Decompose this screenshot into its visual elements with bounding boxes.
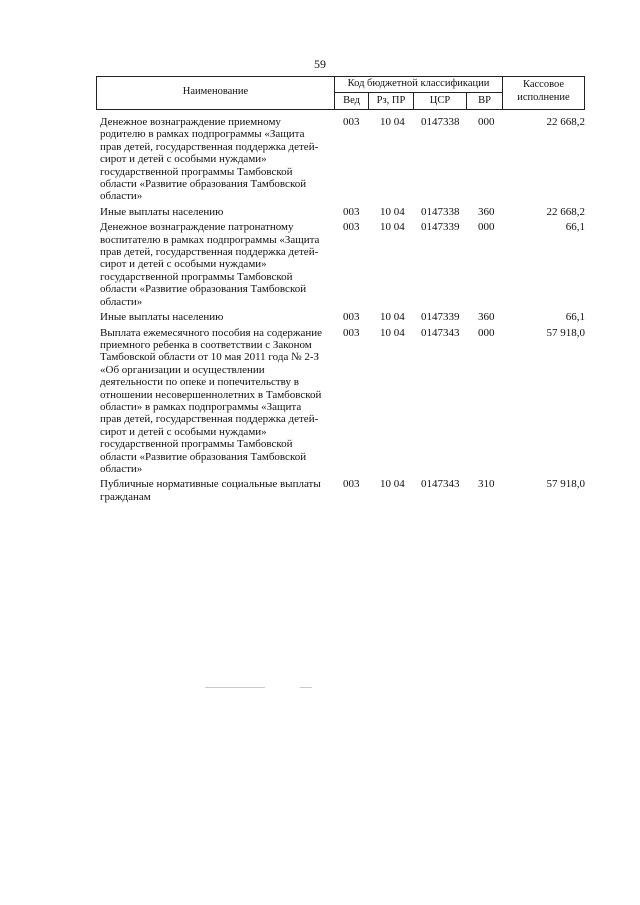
row-rz-pr: 10 04 [380,326,405,339]
row-csr: 0147338 [421,205,460,218]
table-row [100,116,585,203]
row-sum: 57 918,0 [546,478,585,491]
header-cash-line1: Кассовое [522,79,565,90]
row-name: Денежное вознаграждение приемному родителю в рамках подпрограммы «Защита прав детей, государственная поддержка детей-сирот и детей с особыми нуждами» государственной программы Тамбовской области «Развитие образования Тамбовской области» [100,116,319,203]
row-rz-pr: 10 04 [380,311,405,324]
table-body [100,116,585,506]
header-vr: ВР [478,95,491,106]
row-ved: 003 [343,116,360,128]
header-top-border [96,76,585,77]
row-rz-pr: 10 04 [380,221,405,234]
row-name: Денежное вознаграждение патронатному воспитателю в рамках подпрограммы «Защита прав детей, государственная поддержка детей-сирот и детей с особыми нуждами» государственной программы Тамбовской области «Развитие образования Тамбовской области» [100,221,320,308]
row-csr: 0147338 [421,116,460,128]
row-csr: 0147343 [421,478,460,491]
row-rz-pr: 10 04 [380,116,405,128]
table-row [100,221,585,308]
header-cash-line2: исполнение [517,92,570,103]
header-bottom-border [96,109,585,110]
scan-artifact [205,687,265,688]
header-budget-code: Код бюджетной классификации [347,78,490,89]
header-csr: ЦСР [429,95,451,106]
row-vr: 360 [478,311,495,324]
row-vr: 360 [478,205,495,218]
table-header [96,76,585,109]
row-sum: 66,1 [565,221,585,234]
row-vr: 310 [478,478,495,491]
header-ved: Вед [343,95,360,106]
row-name: Иные выплаты населению [100,205,224,218]
row-rz-pr: 10 04 [380,478,405,491]
header-name: Наименование [182,86,249,97]
row-name: Иные выплаты населению [100,311,224,324]
page-number: 59 [314,57,326,71]
header-right-border [584,76,585,110]
row-rz-pr: 10 04 [380,205,405,218]
row-ved: 003 [343,221,360,234]
header-rz-pr: Рз, ПР [376,95,406,106]
row-vr: 000 [478,116,495,128]
row-csr: 0147339 [421,221,460,234]
row-ved: 003 [343,311,360,324]
row-ved: 003 [343,478,360,491]
table-row [100,206,585,218]
row-csr: 0147339 [421,311,460,324]
row-sum: 22 668,2 [546,116,585,128]
table-row [100,327,585,476]
row-csr: 0147343 [421,326,460,339]
table-row [100,478,585,503]
row-name: Публичные нормативные социальные выплаты гражданам [100,478,321,503]
scan-artifact [300,687,312,688]
row-ved: 003 [343,205,360,218]
row-sum: 22 668,2 [546,205,585,218]
row-name: Выплата ежемесячного пособия на содержание приемного ребенка в соответствии с Законом Тамбовской области от 10 мая 2011 года № 2-З «Об организации и осуществлении деятельности по опеке и попечительству в отношении несовершеннолетних в Тамбовской области» в рамках подпрограммы «Защита прав детей, государственная поддержка детей-сирот и детей с особыми нуждами» государственной программы Тамбовской области «Развитие образования Тамбовской области» [100,326,322,475]
row-vr: 000 [478,221,495,234]
table-row [100,311,585,323]
row-ved: 003 [343,326,360,339]
row-sum: 66,1 [565,311,585,324]
row-vr: 000 [478,326,495,339]
row-sum: 57 918,0 [546,326,585,339]
header-mid-border [334,92,502,93]
